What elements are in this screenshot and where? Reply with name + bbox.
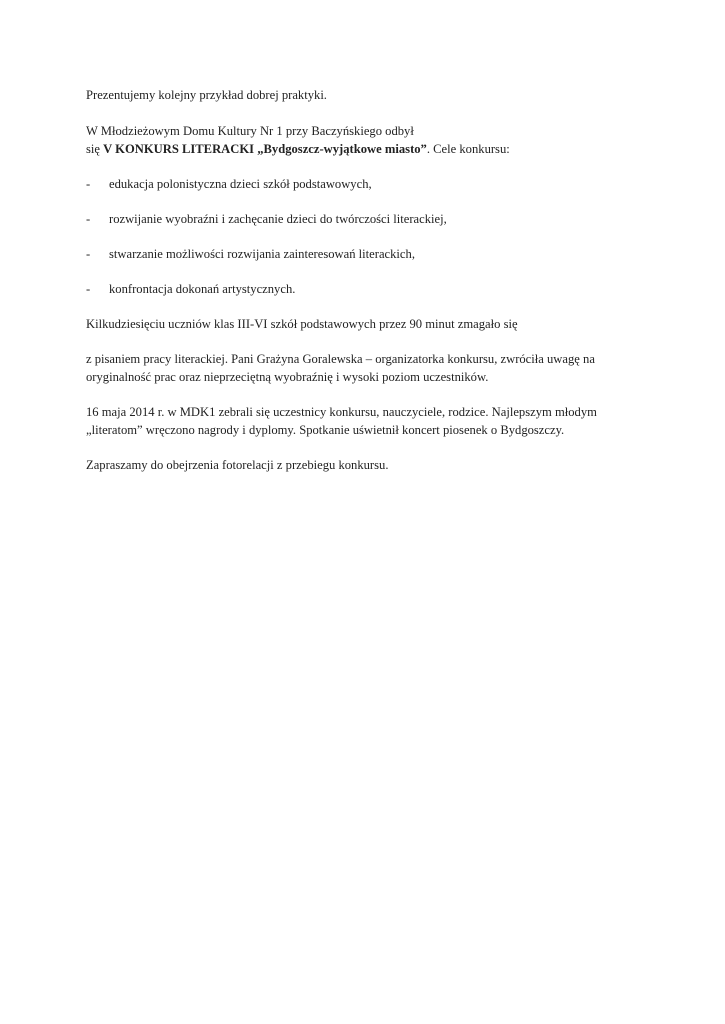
list-item-text: rozwijanie wyobraźni i zachęcanie dzieci do twórczości literackiej, [109, 212, 447, 226]
list-dash: - [86, 212, 91, 226]
event-paragraph [86, 122, 646, 158]
event-line-2 [86, 140, 646, 158]
writing-paragraph [86, 350, 646, 386]
students-paragraph: Kilkudziesięciu uczniów klas III-VI szkół podstawowych przez 90 minut zmagało się [86, 317, 518, 331]
contest-name: V KONKURS LITERACKI „Bydgoszcz-wyjątkowe miasto” [103, 142, 427, 156]
invite-paragraph: Zapraszamy do obejrzenia fotorelacji z przebiegu konkursu. [86, 458, 389, 472]
writing-line-2: oryginalność prac oraz nieprzeciętną wyobraźnię i wysoki poziom uczestników. [86, 370, 489, 384]
list-item [86, 245, 646, 263]
list-item [86, 210, 646, 228]
writing-line-1: z pisaniem pracy literackiej. Pani Grażyna Goralewska – organizatorka konkursu, zwróciła uwagę na [86, 352, 595, 366]
event-line-2-prefix: się [86, 142, 104, 156]
event-line-2-suffix: . Cele konkursu: [426, 142, 510, 156]
date-paragraph [86, 403, 646, 439]
list-dash: - [86, 247, 91, 261]
list-dash: - [86, 282, 91, 296]
list-item [86, 175, 646, 193]
date-line-1: 16 maja 2014 r. w MDK1 zebrali się uczestnicy konkursu, nauczyciele, rodzice. Najlepszym młodym [86, 405, 597, 419]
list-item [86, 280, 646, 298]
list-item-text: stwarzanie możliwości rozwijania zainteresowań literackich, [109, 247, 415, 261]
document-body [86, 86, 646, 474]
date-line-2: „literatom” wręczono nagrody i dyplomy. Spotkanie uświetnił koncert piosenek o Bydgoszczy. [86, 423, 565, 437]
event-line-1: W Młodzieżowym Domu Kultury Nr 1 przy Baczyńskiego odbył [86, 124, 414, 138]
list-item-text: konfrontacja dokonań artystycznych. [109, 282, 296, 296]
goals-list [86, 175, 646, 298]
list-item-text: edukacja polonistyczna dzieci szkół podstawowych, [109, 177, 372, 191]
intro-paragraph: Prezentujemy kolejny przykład dobrej praktyki. [86, 88, 327, 102]
list-dash: - [86, 177, 91, 191]
